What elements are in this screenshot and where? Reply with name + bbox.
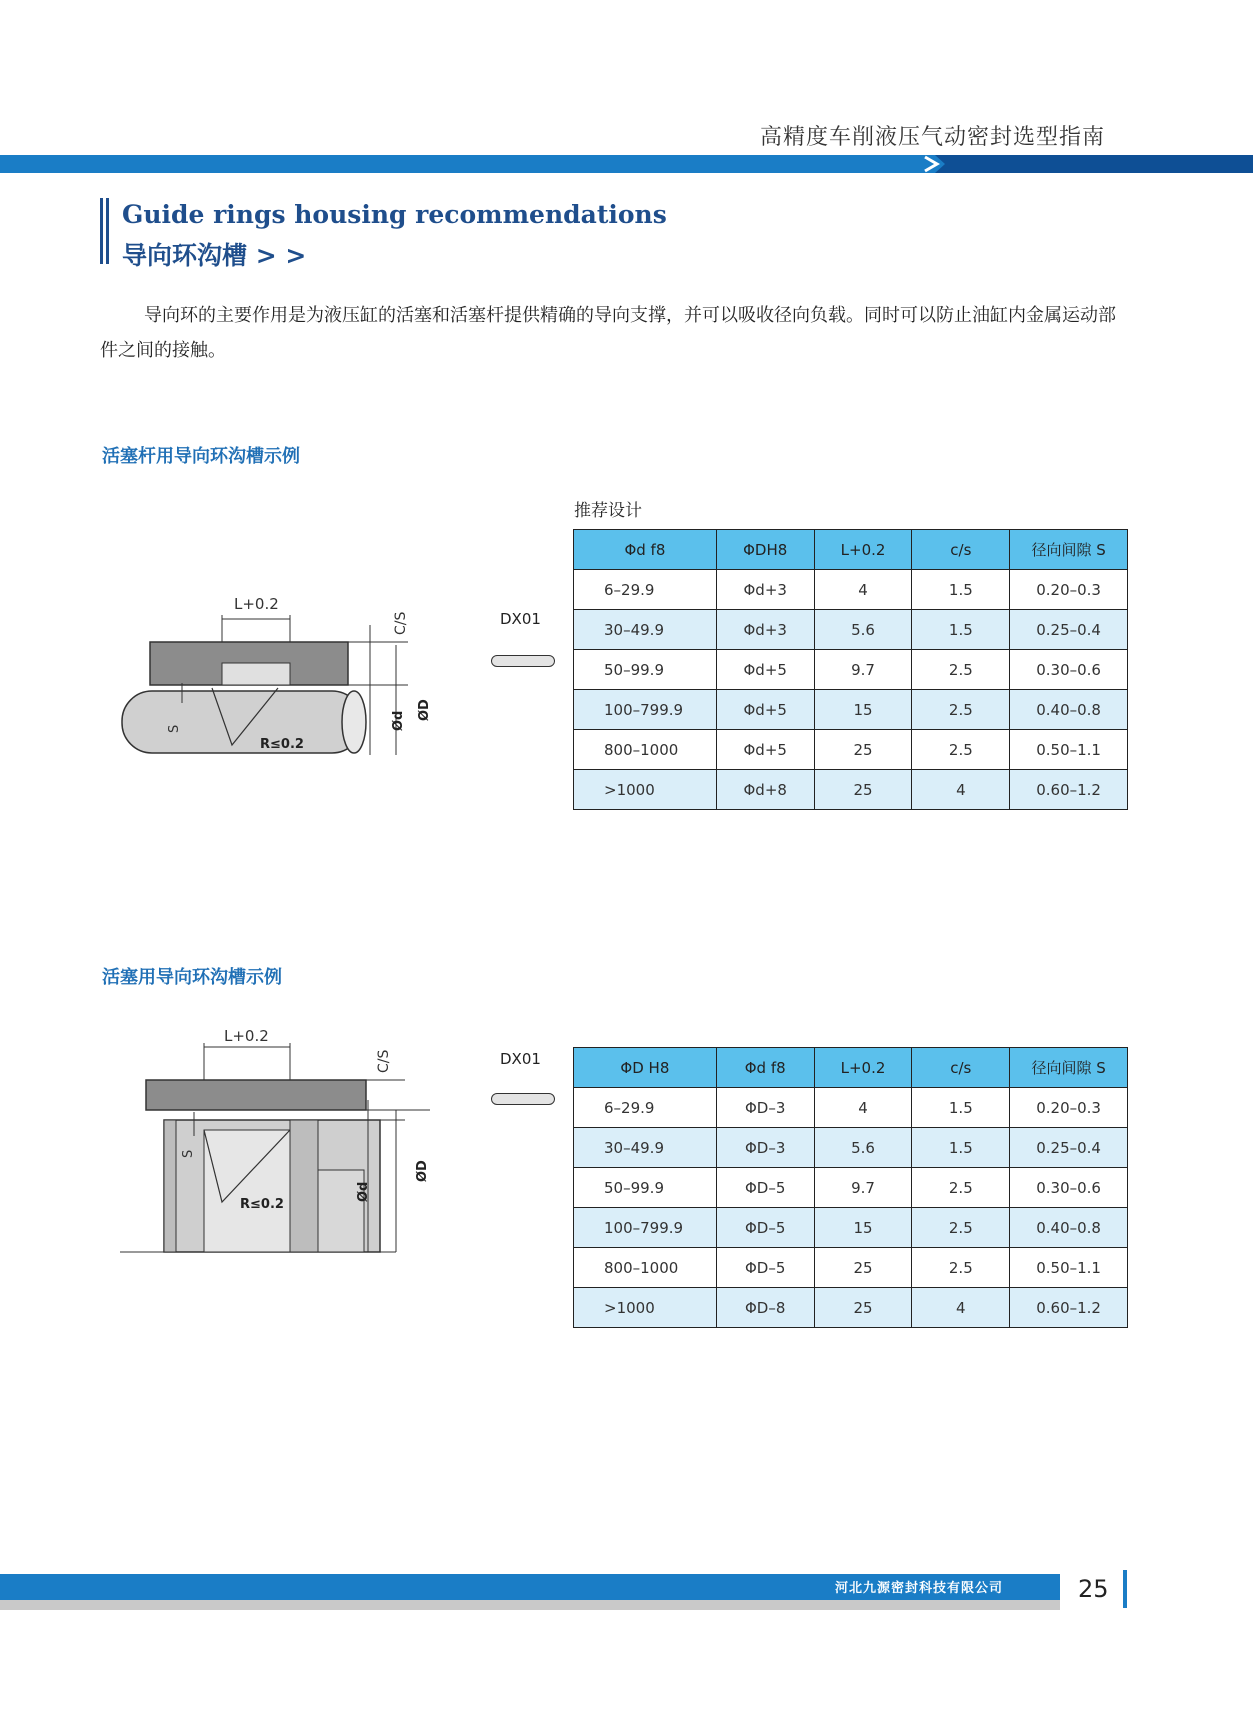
piston-product-code: DX01 [500, 1050, 541, 1068]
table-header-cell: c/s [912, 1048, 1010, 1088]
table-cell: >1000 [574, 1288, 717, 1328]
table-cell: 4 [814, 570, 912, 610]
table-header-cell: Φd f8 [716, 1048, 814, 1088]
table-cell: 800–1000 [574, 730, 717, 770]
table-cell: 2.5 [912, 1248, 1010, 1288]
table-row [574, 770, 1128, 810]
table-row [574, 1288, 1128, 1328]
table-cell: 1.5 [912, 570, 1010, 610]
page-number: 25 [1078, 1575, 1109, 1603]
table-cell: 1.5 [912, 610, 1010, 650]
table-cell: ΦD–3 [716, 1128, 814, 1168]
table-cell: 30–49.9 [574, 1128, 717, 1168]
table-cell: 25 [814, 1288, 912, 1328]
table-header-row [574, 1048, 1128, 1088]
table-cell: Φd+5 [716, 730, 814, 770]
table-cell: 30–49.9 [574, 610, 717, 650]
piston-s-label: S [181, 1149, 196, 1158]
table-cell: 4 [814, 1088, 912, 1128]
table-header-cell: Φd f8 [574, 530, 717, 570]
table-cell: ΦD–5 [716, 1168, 814, 1208]
table-cell: 0.40–0.8 [1010, 690, 1128, 730]
table-cell: 15 [814, 1208, 912, 1248]
table-cell: 25 [814, 730, 912, 770]
piston-length-label: L+0.2 [224, 1027, 269, 1045]
piston-d-label: Ød [356, 1181, 371, 1202]
table-header-cell: ΦD H8 [574, 1048, 717, 1088]
piston-D-label: ØD [415, 1160, 430, 1182]
table-row [574, 1208, 1128, 1248]
table-cell: Φd+3 [716, 610, 814, 650]
piston-groove-diagram [120, 1018, 450, 1258]
table-cell: Φd+3 [716, 570, 814, 610]
table-cell: 5.6 [814, 610, 912, 650]
rod-guide-ring-shape [491, 655, 555, 667]
table-cell: Φd+5 [716, 690, 814, 730]
table-cell: 0.25–0.4 [1010, 1128, 1128, 1168]
table-cell: 25 [814, 1248, 912, 1288]
rod-product-code: DX01 [500, 610, 541, 628]
table-cell: 0.25–0.4 [1010, 610, 1128, 650]
table-cell: ΦD–5 [716, 1248, 814, 1288]
table-row [574, 730, 1128, 770]
table-row [574, 1128, 1128, 1168]
table-row [574, 570, 1128, 610]
table-cell: ΦD–5 [716, 1208, 814, 1248]
table-cell: 100–799.9 [574, 690, 717, 730]
table-header-row [574, 530, 1128, 570]
table-header-cell: L+0.2 [814, 1048, 912, 1088]
table-cell: 800–1000 [574, 1248, 717, 1288]
table-cell: 4 [912, 1288, 1010, 1328]
rod-d-label: Ød [391, 710, 406, 731]
table-cell: 9.7 [814, 1168, 912, 1208]
table-cell: 0.30–0.6 [1010, 1168, 1128, 1208]
table-row [574, 650, 1128, 690]
table-cell: 0.40–0.8 [1010, 1208, 1128, 1248]
table-header-cell: c/s [912, 530, 1010, 570]
table-header-cell: 径向间隙 S [1010, 530, 1128, 570]
rod-cs-label: C/S [393, 611, 409, 635]
table-cell: ΦD–8 [716, 1288, 814, 1328]
piston-spec-table [573, 1047, 1128, 1328]
table-header-cell: 径向间隙 S [1010, 1048, 1128, 1088]
table-cell: 0.60–1.2 [1010, 770, 1128, 810]
table-cell: 4 [912, 770, 1010, 810]
page-title-cn: 导向环沟槽 > > [122, 241, 307, 270]
footer-grey-band [0, 1600, 1060, 1610]
table-cell: 15 [814, 690, 912, 730]
table-cell: 100–799.9 [574, 1208, 717, 1248]
table-cell: Φd+8 [716, 770, 814, 810]
table-cell: 0.30–0.6 [1010, 650, 1128, 690]
table-row [574, 1168, 1128, 1208]
table-cell: 0.60–1.2 [1010, 1288, 1128, 1328]
table-row [574, 1088, 1128, 1128]
table-cell: 0.50–1.1 [1010, 730, 1128, 770]
table-cell: 2.5 [912, 1168, 1010, 1208]
recommended-design-label: 推荐设计 [574, 501, 642, 521]
rod-spec-table [573, 529, 1128, 810]
table-cell: 25 [814, 770, 912, 810]
page-number-marker [1123, 1570, 1127, 1608]
table-cell: 50–99.9 [574, 1168, 717, 1208]
rod-s-label: S [167, 724, 182, 733]
rod-groove-diagram [110, 585, 450, 765]
table-cell: 9.7 [814, 650, 912, 690]
footer-company: 河北九源密封科技有限公司 [835, 1581, 1004, 1596]
piston-radius-label: R≤0.2 [240, 1197, 284, 1212]
table-cell: ΦD–3 [716, 1088, 814, 1128]
table-cell: 0.20–0.3 [1010, 1088, 1128, 1128]
table-cell: 2.5 [912, 650, 1010, 690]
table-cell: 50–99.9 [574, 650, 717, 690]
table-header-cell: ΦDH8 [716, 530, 814, 570]
header-band [0, 155, 1253, 173]
table-cell: 0.50–1.1 [1010, 1248, 1128, 1288]
table-cell: 1.5 [912, 1128, 1010, 1168]
table-cell: 0.20–0.3 [1010, 570, 1128, 610]
piston-cs-label: C/S [376, 1049, 392, 1073]
table-cell: Φd+5 [716, 650, 814, 690]
table-cell: 1.5 [912, 1088, 1010, 1128]
piston-guide-ring-shape [491, 1093, 555, 1105]
table-header-cell: L+0.2 [814, 530, 912, 570]
rod-radius-label: R≤0.2 [260, 737, 304, 752]
table-cell: 5.6 [814, 1128, 912, 1168]
rod-section-title: 活塞杆用导向环沟槽示例 [102, 446, 300, 467]
table-row [574, 1248, 1128, 1288]
table-cell: >1000 [574, 770, 717, 810]
table-cell: 6–29.9 [574, 1088, 717, 1128]
table-cell: 6–29.9 [574, 570, 717, 610]
title-marker-bars [100, 198, 110, 264]
table-row [574, 690, 1128, 730]
table-cell: 2.5 [912, 1208, 1010, 1248]
intro-paragraph: 导向环的主要作用是为液压缸的活塞和活塞杆提供精确的导向支撑，并可以吸收径向负载。同时可以防止油缸内金属运动部件之间的接触。 [100, 305, 1116, 361]
rod-D-label: ØD [417, 699, 432, 721]
piston-section-title: 活塞用导向环沟槽示例 [102, 967, 282, 988]
table-row [574, 610, 1128, 650]
table-cell: 2.5 [912, 730, 1010, 770]
rod-length-label: L+0.2 [234, 595, 279, 613]
table-cell: 2.5 [912, 690, 1010, 730]
header-title: 高精度车削液压气动密封选型指南 [760, 125, 1106, 150]
page-title-en: Guide rings housing recommendations [122, 200, 667, 229]
